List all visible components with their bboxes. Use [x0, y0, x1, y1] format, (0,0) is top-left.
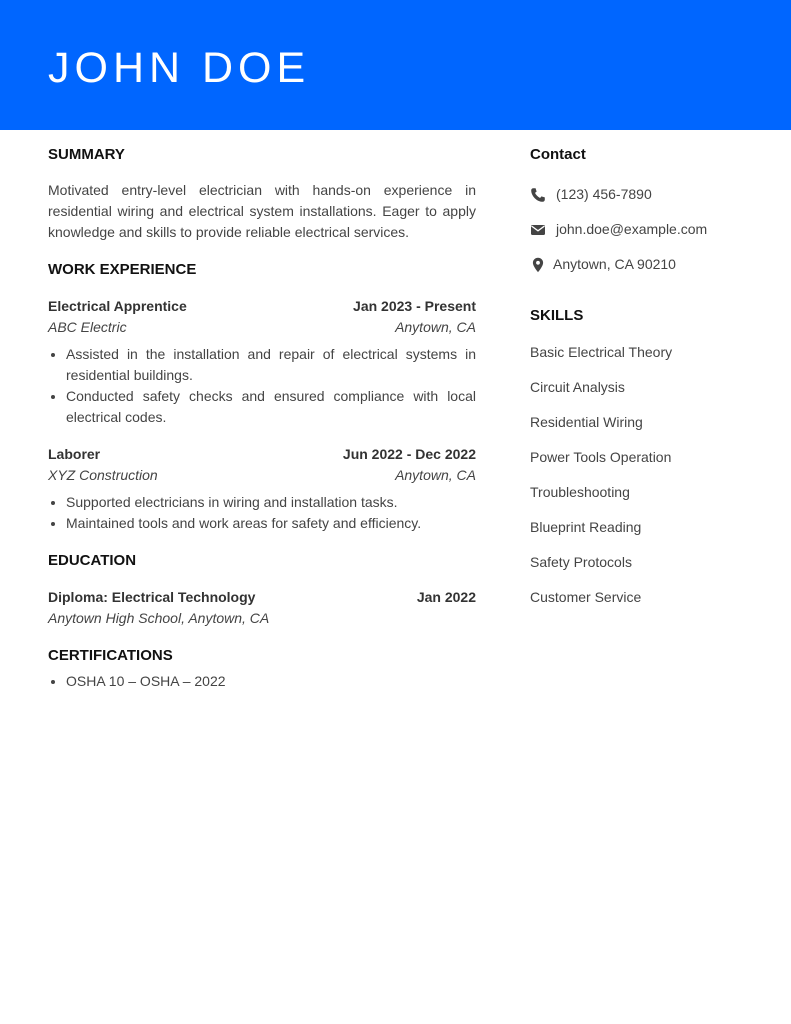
- certification-item: • OSHA 10 – OSHA – 2022: [66, 671, 476, 692]
- main-column: [48, 146, 476, 692]
- job-bullet: • Supported electricians in wiring and installation tasks.: [66, 492, 476, 513]
- contact-phone-text: (123) 456-7890: [556, 186, 652, 202]
- job-bullets: [48, 492, 476, 534]
- skills-heading: SKILLS: [530, 307, 584, 324]
- skill-item: Customer Service: [530, 589, 642, 605]
- education-date: Jan 2022: [416, 589, 476, 605]
- summary-section: [48, 146, 476, 243]
- skills-section: [530, 307, 770, 608]
- job-bullet: • Assisted in the installation and repair of electrical systems in residential buildings.: [66, 344, 476, 386]
- map-pin-icon: [530, 257, 546, 273]
- skill-item: Circuit Analysis: [530, 379, 625, 395]
- certifications-heading: CERTIFICATIONS: [48, 647, 173, 664]
- contact-phone: [530, 184, 770, 205]
- education-school: Anytown High School, Anytown, CA: [48, 610, 270, 626]
- envelope-icon: [530, 222, 546, 238]
- candidate-name: JOHN DOE: [48, 44, 311, 92]
- work-experience-section: [48, 261, 476, 534]
- side-column: [530, 146, 770, 622]
- job-dates: Jun 2022 - Dec 2022: [342, 446, 476, 462]
- job-company: ABC Electric: [48, 319, 127, 335]
- contact-email-text: john.doe@example.com: [556, 221, 708, 237]
- job-bullet: • Conducted safety checks and ensured compliance with local electrical codes.: [66, 386, 476, 428]
- work-experience-heading: WORK EXPERIENCE: [48, 261, 197, 278]
- skill-item: Residential Wiring: [530, 414, 643, 430]
- summary-heading: SUMMARY: [48, 146, 125, 163]
- skill-item: Blueprint Reading: [530, 519, 642, 535]
- skill-item: Basic Electrical Theory: [530, 344, 673, 360]
- summary-text: Motivated entry-level electrician with hands-on experience in residential wiring and electrical system installations. Eager to apply knowledge and skills to provide reliable electrical services.: [48, 182, 476, 240]
- job-company: XYZ Construction: [48, 467, 158, 483]
- job-entry: [48, 444, 476, 534]
- skill-item: Troubleshooting: [530, 484, 630, 500]
- education-entry: [48, 587, 476, 629]
- education-degree: Diploma: Electrical Technology: [48, 589, 256, 605]
- skill-list: [530, 342, 770, 608]
- header-banner: [0, 0, 791, 130]
- skill-item: Safety Protocols: [530, 554, 632, 570]
- contact-section: [530, 146, 770, 275]
- contact-heading: Contact: [530, 146, 586, 163]
- phone-icon: [530, 187, 546, 203]
- contact-email: [530, 219, 770, 240]
- contact-location: [530, 254, 770, 275]
- job-location: Anytown, CA: [395, 319, 476, 335]
- certifications-section: [48, 647, 476, 692]
- contact-location-text: Anytown, CA 90210: [553, 256, 676, 272]
- skill-item: Power Tools Operation: [530, 449, 672, 465]
- job-bullets: [48, 344, 476, 428]
- job-dates: Jan 2023 - Present: [353, 298, 476, 314]
- job-entry: [48, 296, 476, 428]
- job-role: Laborer: [48, 446, 101, 462]
- job-role: Electrical Apprentice: [48, 298, 187, 314]
- education-section: [48, 552, 476, 629]
- education-heading: EDUCATION: [48, 552, 137, 569]
- job-location: Anytown, CA: [395, 467, 476, 483]
- job-bullet: • Maintained tools and work areas for safety and efficiency.: [66, 513, 476, 534]
- certification-list: [48, 671, 476, 692]
